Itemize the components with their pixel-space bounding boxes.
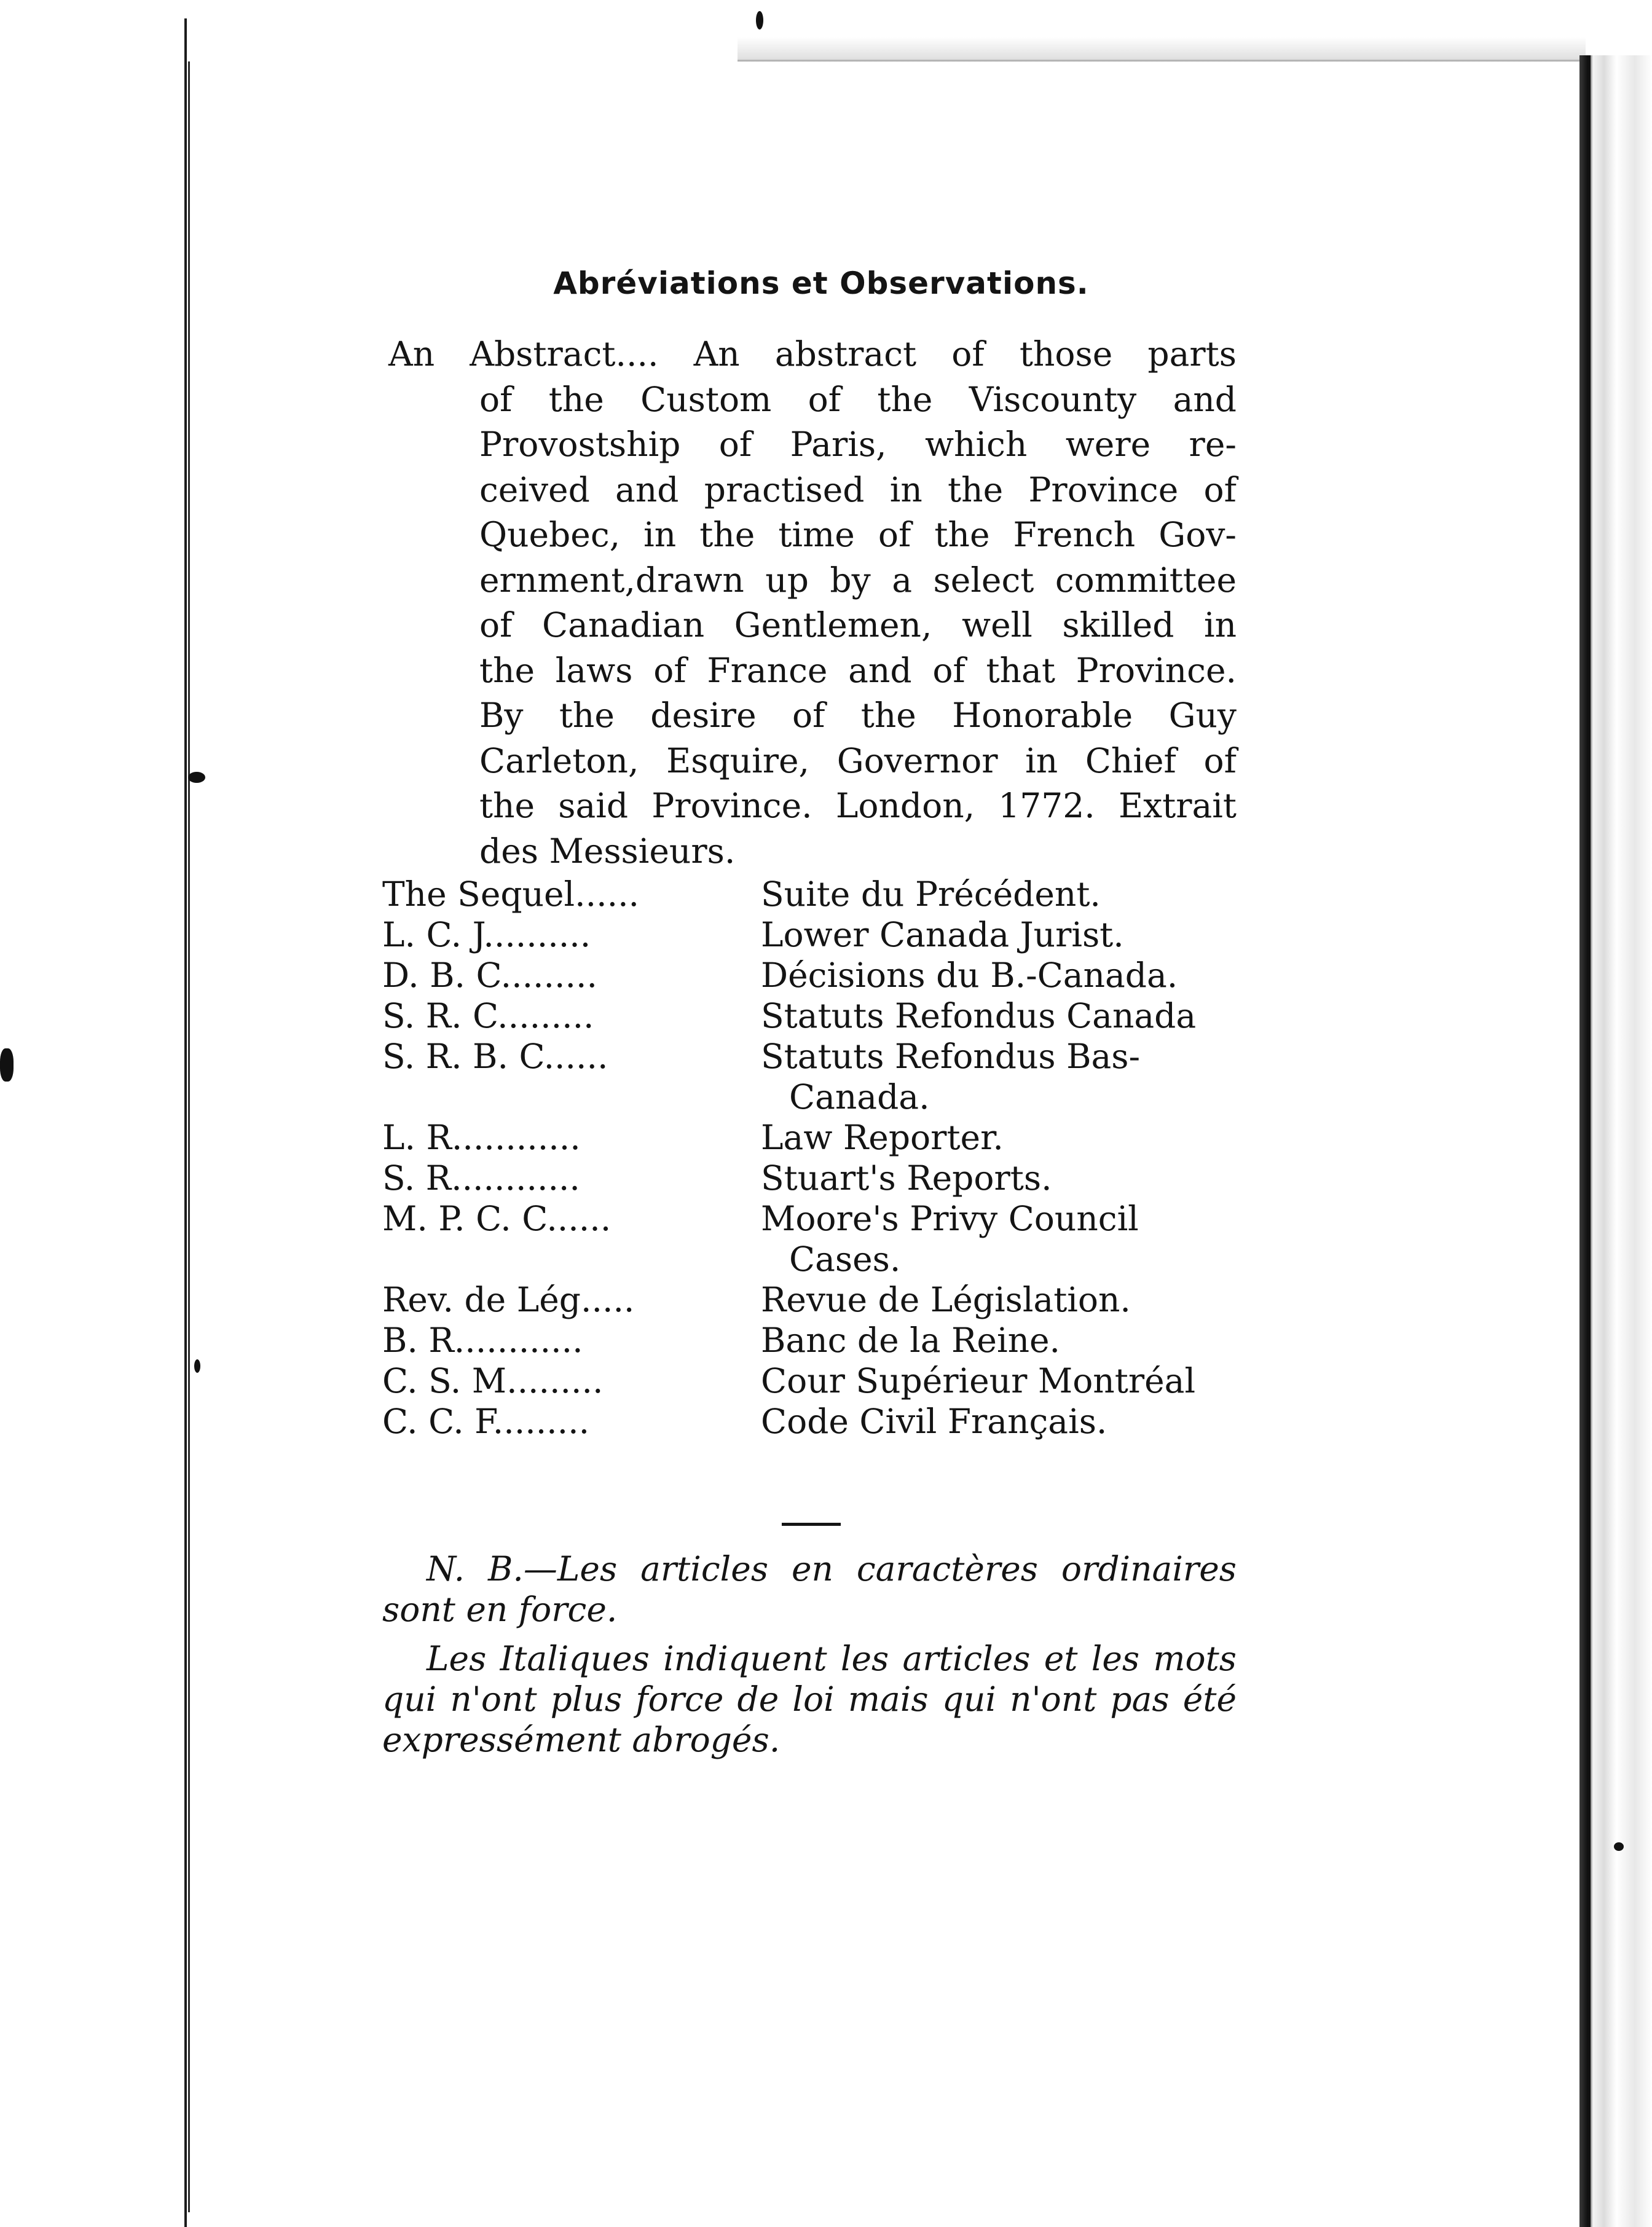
page-top-curl — [738, 0, 1586, 61]
abstract-line: An abstract of those parts — [693, 334, 1237, 374]
abstract-entry — [388, 332, 1237, 874]
abstract-first-line — [388, 332, 1237, 377]
abstract-line: of Canadian Gentlemen, well skilled in — [479, 605, 1237, 645]
abbreviation-value: Statuts Refondus Canada — [761, 996, 1197, 1035]
ink-mark — [1614, 1842, 1624, 1851]
abbreviation-key: L. R............ — [382, 1118, 581, 1157]
note-italics — [382, 1638, 1237, 1760]
ink-mark — [756, 11, 763, 29]
abbreviation-key: B. R............ — [382, 1321, 583, 1360]
abbreviation-value-continued: Canada. — [789, 1077, 930, 1117]
abbreviation-row — [382, 874, 1243, 914]
abbreviation-row — [382, 996, 1243, 1036]
abstract-key: An Abstract — [388, 334, 616, 374]
abbreviation-key: S. R. B. C...... — [382, 1037, 608, 1076]
abbreviation-key: D. B. C......... — [382, 956, 597, 995]
abstract-line: des Messieurs. — [479, 831, 736, 871]
abstract-leader: .... — [615, 334, 659, 374]
abstract-line: the said Province. London, 1772. Extrait — [479, 786, 1237, 825]
abbreviation-list — [382, 874, 1243, 1442]
abbreviation-key: C. S. M......... — [382, 1361, 604, 1400]
abbreviation-value-text: Moore's Privy Council — [761, 1199, 1139, 1238]
abstract-line: the laws of France and of that Province. — [479, 650, 1237, 690]
ink-mark — [0, 1048, 14, 1082]
abbreviation-row — [382, 1361, 1243, 1401]
abbreviation-key: The Sequel...... — [382, 874, 640, 914]
abbreviation-value: Code Civil Français. — [761, 1402, 1107, 1441]
note-text: Les Italiques indiquent les articles et les mots qui n'ont plus force de loi mais qui n'ont pas été expressément abrogés. — [382, 1639, 1237, 1759]
abbreviation-value: Lower Canada Jurist. — [761, 915, 1124, 954]
ink-mark — [194, 1359, 200, 1373]
abbreviation-value-continued: Cases. — [789, 1239, 901, 1279]
abbreviation-value: Stuart's Reports. — [761, 1158, 1052, 1198]
abbreviation-value: Law Reporter. — [761, 1118, 1004, 1157]
abbreviation-value — [761, 1198, 1240, 1279]
abbreviation-row — [382, 1198, 1243, 1279]
abstract-line: ernment,drawn up by a select committee — [479, 560, 1237, 600]
abbreviation-row — [382, 955, 1243, 996]
abstract-line: Quebec, in the time of the French Gov- — [479, 515, 1237, 554]
abbreviation-value: Banc de la Reine. — [761, 1321, 1061, 1360]
abbreviation-row — [382, 1117, 1243, 1158]
ink-mark — [188, 772, 205, 783]
abbreviation-key: C. C. F......... — [382, 1402, 590, 1441]
note-text: N. B.—Les articles en caractères ordinaires sont en force. — [382, 1549, 1237, 1629]
abbreviation-value: Décisions du B.-Canada. — [761, 956, 1178, 995]
note-nb — [382, 1549, 1237, 1630]
abbreviation-row — [382, 1320, 1243, 1361]
abbreviation-row — [382, 1158, 1243, 1198]
abbreviation-value: Suite du Précédent. — [761, 874, 1101, 914]
abbreviation-key: L. C. J.......... — [382, 915, 591, 954]
abbreviation-key: S. R............ — [382, 1158, 580, 1198]
abstract-line: Provostship of Paris, which were re- — [479, 425, 1237, 464]
left-page — [0, 18, 187, 2227]
abbreviation-value: Cour Supérieur Montréal — [761, 1361, 1196, 1400]
abbreviation-value-text: Statuts Refondus Bas- — [761, 1037, 1141, 1076]
abstract-line: Carleton, Esquire, Governor in Chief of — [479, 740, 1237, 780]
abbreviation-value — [761, 1036, 1240, 1117]
abbreviation-row — [382, 914, 1243, 955]
abbreviation-key: S. R. C......... — [382, 996, 594, 1035]
abstract-line: ceived and practised in the Province of — [479, 469, 1237, 509]
page-heading: Abréviations et Observations. — [553, 265, 1089, 301]
abstract-line: of the Custom of the Viscounty and — [479, 379, 1237, 419]
abbreviation-key: Rev. de Lég..... — [382, 1280, 635, 1319]
abbreviation-row — [382, 1401, 1243, 1442]
abbreviation-key: M. P. C. C...... — [382, 1199, 612, 1238]
page-edge-line — [1587, 55, 1591, 2227]
abbreviation-row — [382, 1279, 1243, 1320]
abstract-line: By the desire of the Honorable Guy — [479, 696, 1237, 735]
section-divider — [782, 1523, 841, 1526]
abbreviation-value: Revue de Législation. — [761, 1280, 1131, 1319]
abbreviation-row — [382, 1036, 1243, 1117]
